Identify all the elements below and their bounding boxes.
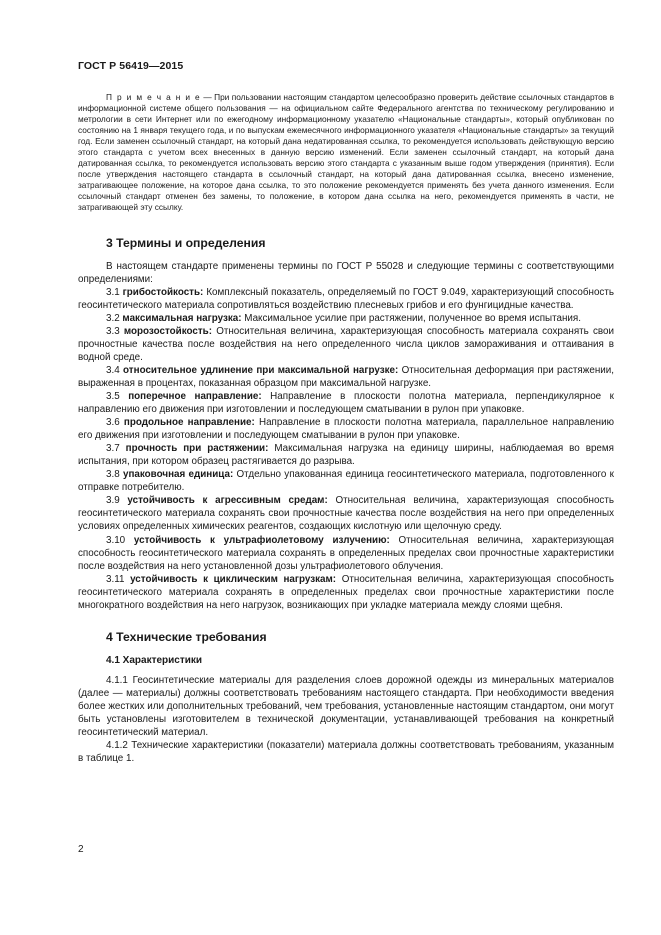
term-definition (78, 364, 614, 390)
term-number: 3.6 (106, 417, 124, 429)
content (78, 92, 614, 765)
term-text: Относительная величина, характеризующая способность геосинтетического материала сохранять в определенных пределах свои прочностные характеристики после воздействия на него установленной дозы ультрафиолетового облучения. (78, 534, 614, 572)
term-name: устойчивость к ультрафиолетовому излучению: (133, 534, 390, 546)
terms-list (78, 286, 614, 612)
term-definition (78, 468, 614, 494)
term-text: Максимальное усилие при растяжении, полученное во время испытания. (241, 312, 581, 324)
term-number: 3.10 (106, 534, 134, 546)
term-definition (78, 534, 614, 573)
term-number: 3.3 (106, 325, 124, 337)
term-definition (78, 312, 614, 325)
term-definition (78, 325, 614, 364)
term-definition (78, 442, 614, 468)
term-text: Отдельно упакованная единица геосинтетического материала, подготовленного к отправке потребителю. (78, 469, 614, 494)
paragraph-4-1-1: 4.1.1 Геосинтетические материалы для разделения слоев дорожной одежды из минеральных материалов (далее — материалы) должны соответствовать требованиям настоящего стандарта. При необходимости введения более жестких или дополнительных требований, чем требования, установленные настоящим стандартом, они могут быть установлены изготовителем в технической документации, устанавливающей требования на конкретный геосинтетический материал. (78, 674, 614, 738)
term-definition (78, 286, 614, 312)
term-name: устойчивость к агрессивным средам: (127, 495, 328, 507)
term-name: морозостойкость: (123, 325, 213, 337)
term-definition (78, 390, 614, 416)
term-definition (78, 494, 614, 533)
term-definition (78, 573, 614, 612)
term-text: Направление в плоскости полотна материала, перпендикулярное к направлению его движения при изготовлении и последующем сматывании в рулон при упаковке. (78, 390, 614, 416)
term-definition (78, 416, 614, 442)
term-text: Относительная величина, характеризующая способность геосинтетического материала сохранять в определенных пределах свои прочностные характеристики после многократного воздействия на него нагрузок, возникающих при укладке материала между слоями щебня. (78, 573, 614, 611)
term-number: 3.11 (106, 573, 131, 585)
term-number: 3.1 (106, 286, 123, 298)
term-text: Относительная деформация при растяжении, выраженная в процентах, показанная образцом при максимальной нагрузке. (78, 364, 614, 389)
term-text: Относительная величина, характеризующая способность геосинтетического материала сохранять свои прочностные качества после воздействия на него при определенных условиях определенных химических реагентов, создающих кислотную или щелочную среду. (78, 495, 614, 533)
term-name: максимальная нагрузка: (122, 312, 242, 324)
note-text: — При пользовании настоящим стандартом целесообразно проверить действие ссылочных стандартов в информационной системе общего пользования — на официальном сайте Федерального агентства по техническому регулированию и метрологии в сети Интернет или по ежегодному информационному указателю «Национальные стандарты», который опубликован по состоянию на 1 января текущего года, и по выпускам ежемесячного информационного указателя «Национальные стандарты» за текущий год. Если заменен ссылочный стандарт, на который дана недатированная ссылка, то рекомендуется использовать действующую версию этого стандарта с учетом всех внесенных в данную версию изменений. Если заменен ссылочный стандарт, на который дана датированная ссылка, то рекомендуется использовать версию этого стандарта с указанным выше годом утверждения (принятия). Если после утверждения настоящего стандарта в ссылочный стандарт, на который дана датированная ссылка, внесено изменение, затрагивающее положение, на которое дана ссылка, то это положение рекомендуется применять без учета данного изменения. Если ссылочный стандарт отменен без замены, то положение, в котором дана ссылка на него, рекомендуется применять в части, не затрагивающей эту ссылку. (78, 92, 614, 213)
term-number: 3.8 (106, 469, 123, 481)
term-name: продольное направление: (123, 417, 255, 429)
note-paragraph (78, 92, 614, 214)
term-text: Направление в плоскости полотна материала, параллельное направлению его движения при изготовлении и последующем сматывании в рулон при упаковке. (78, 417, 614, 442)
term-name: поперечное направление: (128, 390, 262, 402)
term-name: устойчивость к циклическим нагрузкам: (130, 573, 337, 585)
section-4-title: 4 Технические требования (106, 629, 267, 644)
term-text: Относительная величина, характеризующая способность материала сохранять свои прочностные качества после воздействия на него определенного числа циклов замораживания и оттаивания в водной среде. (78, 325, 614, 363)
term-name: упаковочная единица: (122, 469, 234, 481)
note-label: П р и м е ч а н и е (106, 92, 201, 102)
term-name: грибостойкость: (122, 286, 204, 298)
term-name: прочность при растяжении: (125, 443, 269, 455)
section-3-intro: В настоящем стандарте применены термины по ГОСТ Р 55028 и следующие термины с соответствующими определениями: (78, 260, 614, 285)
term-number: 3.4 (106, 364, 124, 376)
paragraph-4-1-2: 4.1.2 Технические характеристики (показатели) материала должны соответствовать требованиям, указанным в таблице 1. (78, 740, 614, 765)
term-number: 3.7 (106, 443, 126, 455)
subsection-4-1-title: 4.1 Характеристики (106, 654, 203, 666)
document-code: ГОСТ Р 56419—2015 (78, 60, 184, 72)
term-text: Комплексный показатель, определяемый по ГОСТ 9.049, характеризующий способность геосинтетического материала сопротивляться воздействию плесневых грибов и его фунгицидные качества. (78, 286, 614, 311)
term-number: 3.9 (106, 495, 128, 507)
term-text: Максимальная нагрузка на единицу ширины, наблюдаемая во время испытания, при котором образец растягивается до разрыва. (78, 443, 615, 468)
section-3-title: 3 Термины и определения (106, 235, 266, 250)
term-number: 3.2 (106, 312, 123, 324)
page-number: 2 (78, 844, 84, 855)
term-name: относительное удлинение при максимальной нагрузке: (123, 364, 399, 376)
term-number: 3.5 (106, 390, 129, 402)
